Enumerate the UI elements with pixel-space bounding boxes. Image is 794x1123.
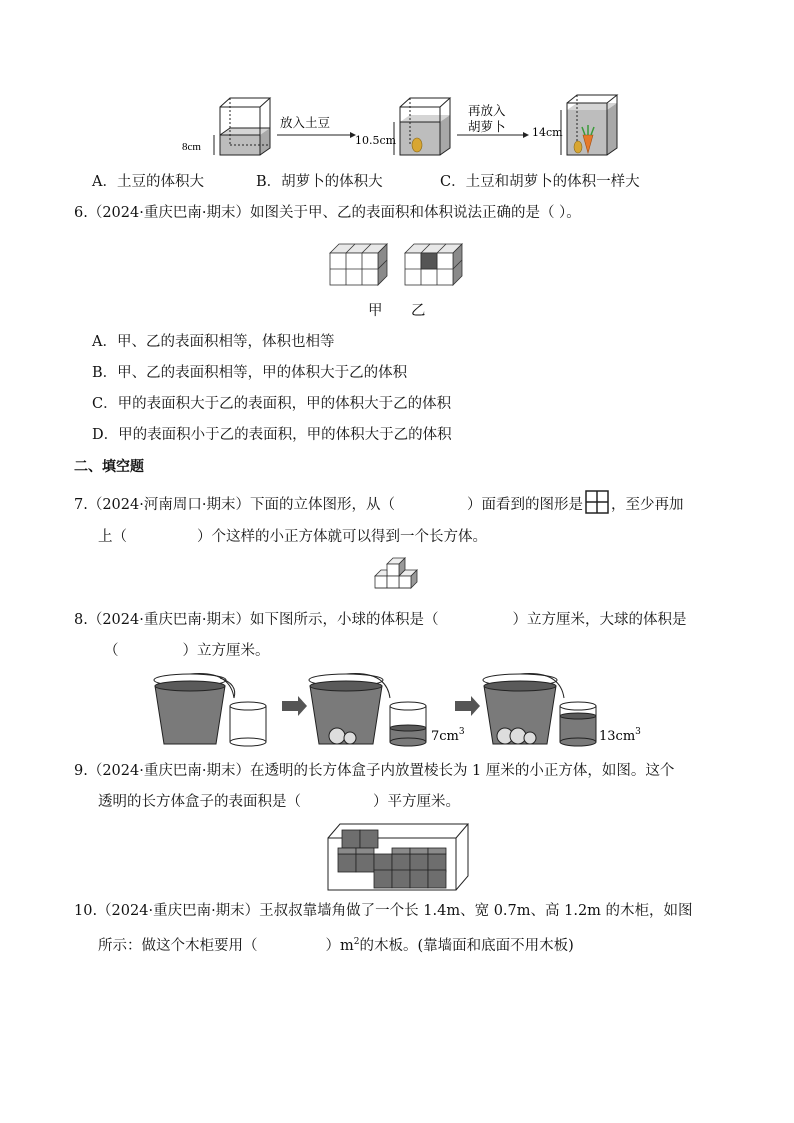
cylinder-7: [390, 702, 426, 746]
small-cubes-stack: [375, 558, 417, 588]
q5-option-b[interactable]: B．胡萝卜的体积大: [256, 174, 383, 190]
q6-option-c[interactable]: C．甲的表面积大于乙的表面积，甲的体积大于乙的体积: [92, 396, 452, 412]
q8-line2b: ）立方厘米。: [182, 643, 270, 659]
q9-line2a: 透明的长方体盒子的表面积是（: [98, 794, 301, 810]
q8-label-7cm: $7cm^3$: [431, 727, 465, 744]
q9-line2b: ）平方厘米。: [373, 794, 460, 810]
q5-step2-line1: 再放入: [468, 103, 506, 118]
cylinder-13: [560, 702, 596, 746]
q8-line1: [74, 610, 686, 630]
q10-line2a: 所示：做这个木柜要用（: [98, 937, 258, 954]
q7-line2: [98, 527, 487, 547]
q8-line2a: （: [104, 643, 119, 659]
q7-view-grid-icon: [583, 492, 611, 518]
section-title-fill-blank: 二、填空题: [74, 459, 144, 475]
q7-line2b: ）个这样的小正方体就可以得到一个长方体。: [197, 529, 487, 545]
q9-line1: 9.（2024·重庆巴南·期末）在透明的长方体盒子内放置棱长为 1 厘米的小正方体，如图。这个: [74, 763, 675, 779]
q7-part3: ，至少再加: [610, 497, 684, 513]
q5-box-empty: [214, 98, 270, 155]
q10-line2b: ）m: [325, 937, 354, 954]
q9-figure: [328, 820, 468, 892]
q5-label-8cm: 8cm: [182, 141, 201, 153]
q5-label-14cm: 14cm: [532, 126, 563, 139]
q7-part1: 7.（2024·河南周口·期末）下面的立体图形，从（: [74, 497, 395, 513]
cube-block-yi: [405, 244, 462, 285]
cubes-inside: [338, 830, 446, 888]
q8-part2: ）立方厘米，大球的体积是: [512, 612, 687, 628]
q9-line2: [98, 792, 460, 812]
q6-option-b[interactable]: B．甲、乙的表面积相等，甲的体积大于乙的体积: [92, 365, 408, 381]
q5-option-a[interactable]: A．土豆的体积大: [92, 174, 204, 190]
q5-arrowhead-2: [523, 132, 529, 138]
q6-option-d[interactable]: D．甲的表面积小于乙的表面积，甲的体积大于乙的体积: [92, 427, 452, 443]
potato-icon: [574, 141, 582, 153]
q10-sup: 2: [353, 937, 360, 947]
q5-step2-line2: 胡萝卜: [468, 119, 506, 134]
q5-step1: 放入土豆: [280, 115, 331, 130]
q6-label-yi: 乙: [411, 303, 426, 319]
cylinder-empty: [230, 702, 266, 746]
q5-option-c[interactable]: C．土豆和胡萝卜的体积一样大: [440, 174, 640, 190]
arrow-right-icon: [282, 696, 307, 716]
bucket-3: [483, 674, 564, 745]
q10-line2c: 的木板。(靠墙面和底面不用木板): [359, 937, 574, 954]
bucket-1: [154, 674, 235, 745]
q6-figure: [330, 244, 470, 294]
q7-part2: ）面看到的图形是: [466, 497, 583, 513]
potato-icon: [412, 138, 422, 152]
q5-label-10.5cm: 10.5cm: [355, 134, 397, 147]
q5-figure: [180, 95, 620, 165]
q10-line2: [98, 932, 574, 956]
q8-figure: [150, 668, 650, 750]
q6-label-jia: 甲: [368, 303, 383, 319]
q10-line1: 10.（2024·重庆巴南·期末）王叔叔靠墙角做了一个长 1.4m、宽 0.7m、高 1.2m 的木柜，如图: [74, 903, 693, 919]
q7-line2a: 上（: [98, 529, 127, 545]
arrow-right-icon: [455, 696, 480, 716]
q7-figure: [375, 558, 425, 598]
q8-label-13cm: $13cm^3$: [599, 727, 641, 744]
q8-part1: 8.（2024·重庆巴南·期末）如下图所示，小球的体积是（: [74, 612, 439, 628]
q6-option-a[interactable]: A．甲、乙的表面积相等，体积也相等: [92, 334, 335, 350]
q8-line2: [104, 641, 270, 661]
cube-block-jia: [330, 244, 387, 285]
q7-line1: [74, 492, 683, 518]
q6-stem: 6.（2024·重庆巴南·期末）如图关于甲、乙的表面积和体积说法正确的是（ ）。: [74, 205, 581, 221]
